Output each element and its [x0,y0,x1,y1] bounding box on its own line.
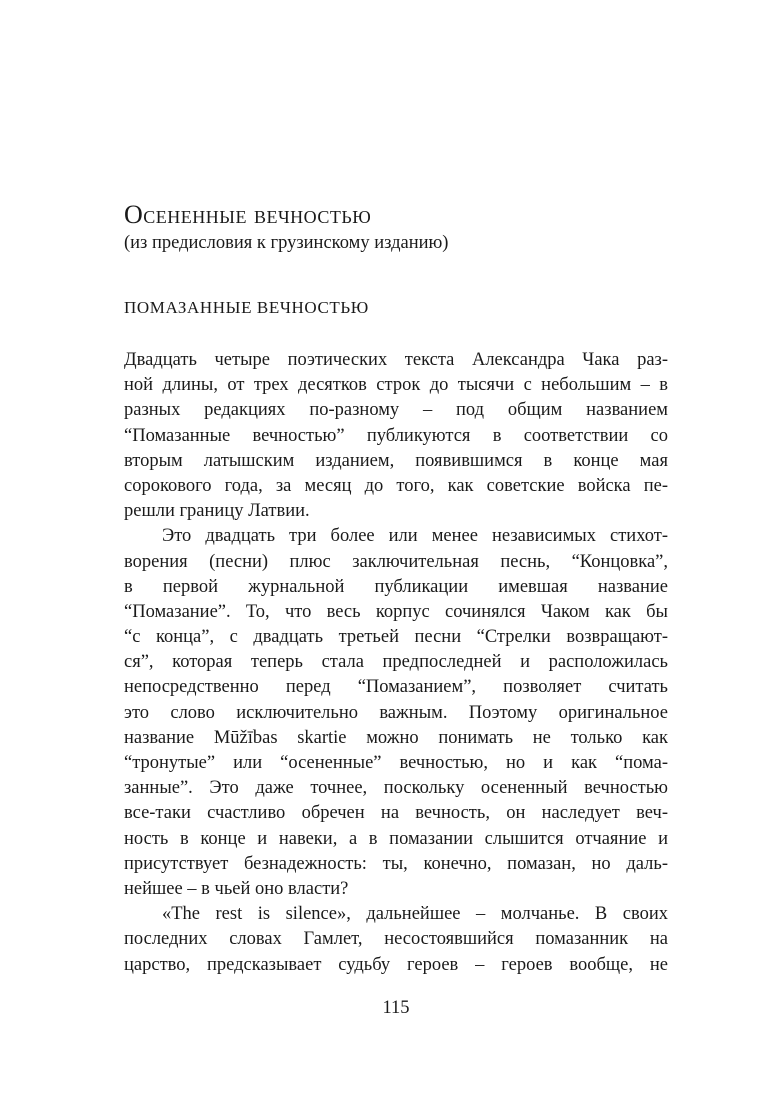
text-line: вторым латышским изданием, появившимся в конце мая [124,450,668,471]
text-line: нейшее – в чьей оно власти? [124,878,349,899]
text-line: “с конца”, с двадцать третьей песни “Стрелки возвращают- [124,627,668,648]
text-line: разных редакциях по-разному – под общим названием [124,400,668,421]
section-title: ПОМАЗАННЫЕ ВЕЧНОСТЬЮ [124,298,369,317]
text-line: «The rest is silence», дальнейшее – молчанье. В своих [162,904,668,925]
text-line: “Помазание”. То, что весь корпус сочинялся Чаком как бы [124,601,668,622]
body-text [124,348,668,978]
chapter-title: Осененные вечностью [124,200,372,229]
text-line: непосредственно перед “Помазанием”, позволяет считать [124,677,668,698]
text-line: ность в конце и навеки, а в помазании слышится отчаяние и [124,828,668,849]
text-line: сорокового года, за месяц до того, как советские войска пе- [124,475,668,496]
text-line: все-таки счастливо обречен на вечность, он наследует веч- [124,803,668,824]
book-page [124,0,668,1093]
text-line: название Mūžības skartie можно понимать не только как [124,727,668,748]
chapter-subtitle: (из предисловия к грузинскому изданию) [124,233,449,253]
text-line: решли границу Латвии. [124,501,310,522]
text-line: Двадцать четыре поэтических текста Александра Чака раз- [124,350,668,370]
text-line: последних словах Гамлет, несостоявшийся помазанник на [124,929,668,950]
text-line: занные”. Это даже точнее, поскольку осененный вечностью [124,778,668,799]
text-line: ворения (песни) плюс заключительная песнь, “Концовка”, [124,551,668,572]
text-line: присутствует безнадежность: ты, конечно, помазан, но даль- [124,853,668,874]
text-line: “Помазанные вечностью” публикуются в соответствии со [124,425,668,446]
text-line: в первой журнальной публикации имевшая название [124,576,668,597]
text-line: царство, предсказывает судьбу героев – героев вообще, не [124,954,668,975]
text-line: это слово исключительно важным. Поэтому оригинальное [124,702,668,723]
text-line: ся”, которая теперь стала предпоследней и расположилась [124,652,668,673]
text-line: ной длины, от трех десятков строк до тысячи с небольшим – в [124,375,668,396]
page-number: 115 [382,998,410,1018]
text-line: Это двадцать три более или менее независимых стихот- [162,526,668,547]
text-line: “тронутые” или “осененные” вечностью, но и как “пома- [124,753,668,773]
